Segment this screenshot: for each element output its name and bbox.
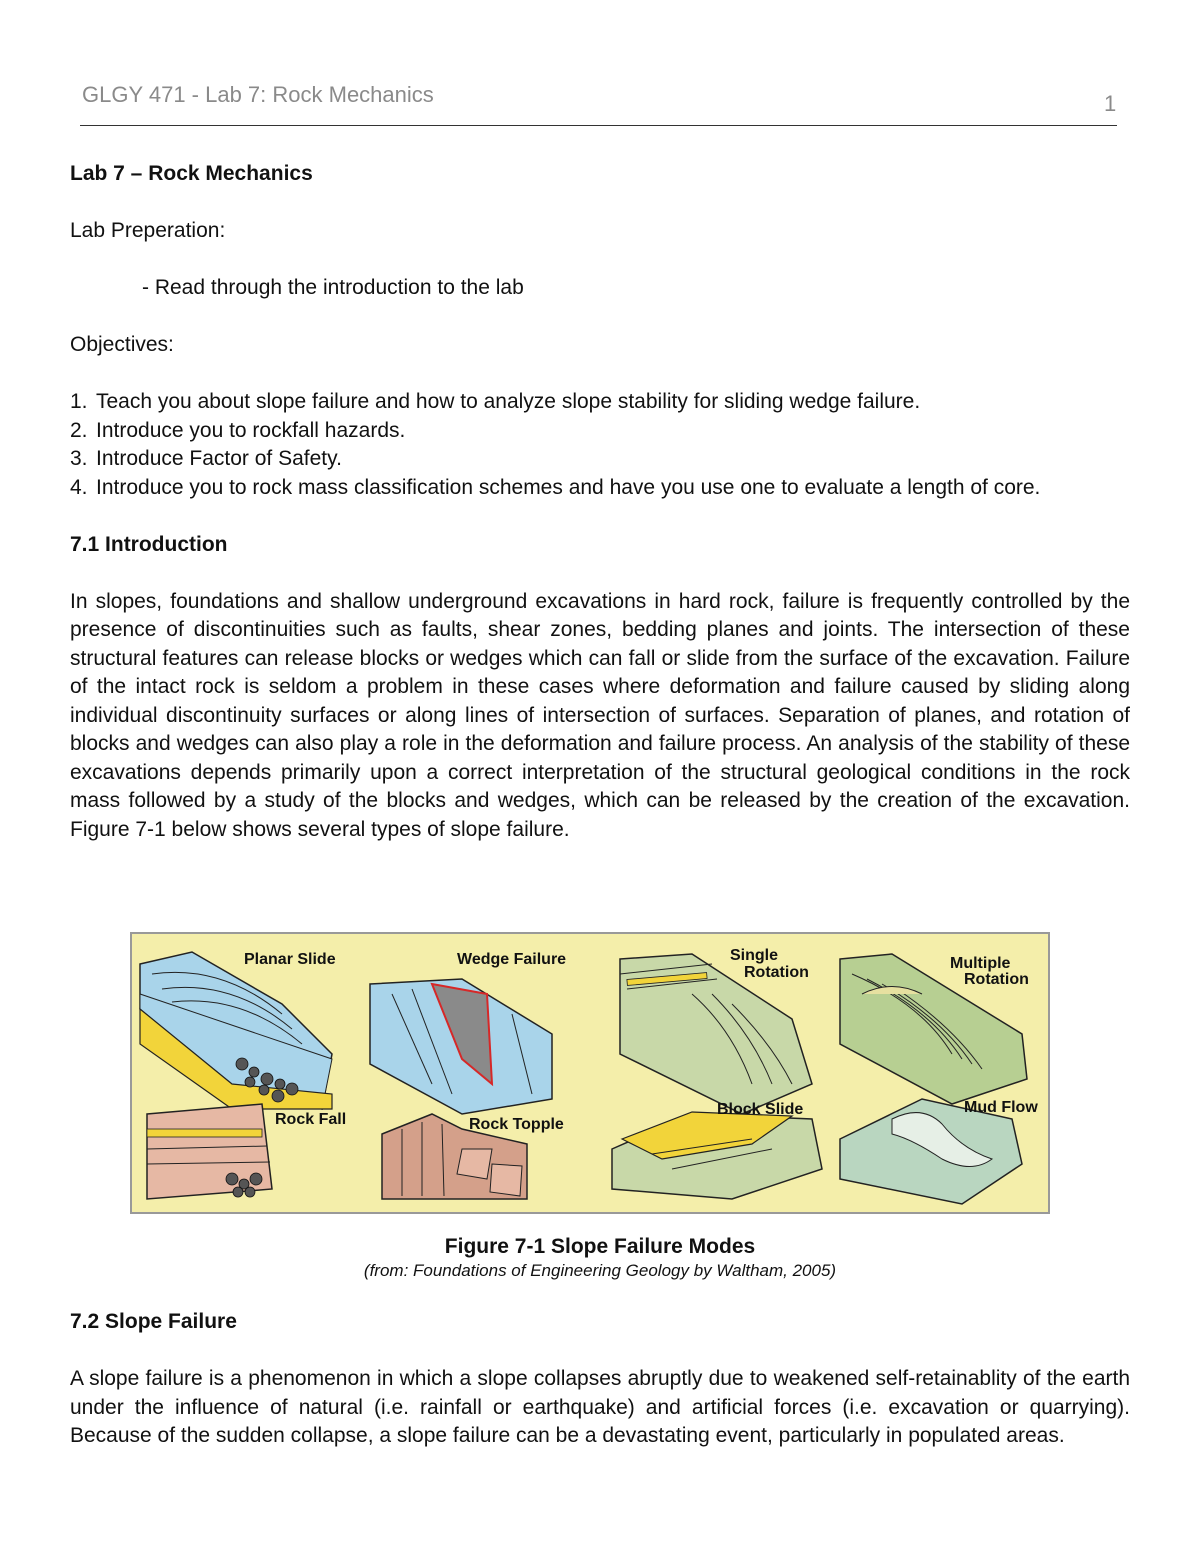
list-item: 1. Teach you about slope failure and how to analyze slope stability for sliding wedge failure. xyxy=(70,390,921,413)
planar-slide-label: Planar Slide xyxy=(244,951,336,968)
slope-failure-figure xyxy=(130,932,1050,1214)
document-title: Lab 7 – Rock Mechanics xyxy=(70,162,313,185)
rock-topple-label: Rock Topple xyxy=(469,1116,564,1133)
block-slide-label: Block Slide xyxy=(717,1101,804,1118)
single-rotation-label-2: Rotation xyxy=(744,964,809,981)
document-body xyxy=(70,160,1130,844)
introduction-paragraph: In slopes, foundations and shallow underground excavations in hard rock, failure is frequently controlled by the presence of discontinuities such as faults, shear zones, bedding planes and joints. The intersection of these structural features can release blocks or wedges which can fall or slide from the surface of the excavation. Failure of the intact rock is seldom a problem in these cases where deformation and failure caused by sliding along individual discontinuity surfaces or along lines of intersection of surfaces. Separation of planes, and rotation of blocks and wedges can also play a role in the deformation and failure process. An analysis of the stability of these excavations depends primarily upon a correct interpretation of the structural geological conditions in the rock mass followed by a study of the blocks and wedges, which can be released by the creation of the excavation. Figure 7-1 below shows several types of slope failure. xyxy=(70,589,1130,841)
wedge-failure-diagram xyxy=(370,951,566,1114)
multiple-rotation-label-2: Rotation xyxy=(964,971,1029,988)
mud-flow-label: Mud Flow xyxy=(964,1099,1038,1116)
rock-fall-label: Rock Fall xyxy=(275,1111,347,1128)
planar-slide-diagram xyxy=(140,951,336,1109)
mud-flow-diagram xyxy=(840,1099,1038,1204)
block-slide-diagram xyxy=(612,1101,822,1199)
prep-label: Lab Preperation: xyxy=(70,219,226,242)
header-divider xyxy=(80,125,1117,126)
page-number: 1 xyxy=(1104,91,1117,116)
single-rotation-diagram xyxy=(620,947,812,1114)
list-item: 2. Introduce you to rockfall hazards. xyxy=(70,418,406,442)
header-title: GLGY 471 - Lab 7: Rock Mechanics xyxy=(82,82,434,107)
single-rotation-label-1: Single xyxy=(730,947,779,964)
section-heading-introduction: 7.1 Introduction xyxy=(70,532,228,556)
figure-caption: Figure 7-1 Slope Failure Modes xyxy=(444,1235,756,1258)
prep-item: - Read through the introduction to the lab xyxy=(142,276,524,299)
multiple-rotation-label-1: Multiple xyxy=(950,955,1011,972)
slope-failure-paragraph: A slope failure is a phenomenon in which a slope collapses abruptly due to weakened self-retainablity of the earth under the influence of natural (i.e. rainfall or earthquake) and artificial forces (i.e. excavation or quarrying). Because of the sudden collapse, a slope failure can be a devastating event, particularly in populated areas. xyxy=(70,1367,1130,1447)
objectives-list xyxy=(70,388,1130,502)
list-item: 3. Introduce Factor of Safety. xyxy=(70,447,342,470)
wedge-failure-label: Wedge Failure xyxy=(457,951,567,968)
section-heading-slope-failure: 7.2 Slope Failure xyxy=(70,1310,237,1333)
list-item: 4. Introduce you to rock mass classification schemes and have you use one to evaluate a length of core. xyxy=(70,475,1041,499)
rock-topple-diagram xyxy=(382,1114,564,1199)
multiple-rotation-diagram xyxy=(840,954,1029,1104)
slope-failure-illustration xyxy=(132,934,1048,1212)
slope-failure-section xyxy=(70,1308,1130,1451)
figure-source: (from: Foundations of Engineering Geology by Waltham, 2005) xyxy=(363,1261,837,1280)
rock-fall-diagram xyxy=(147,1104,346,1199)
objectives-label: Objectives: xyxy=(70,333,174,356)
